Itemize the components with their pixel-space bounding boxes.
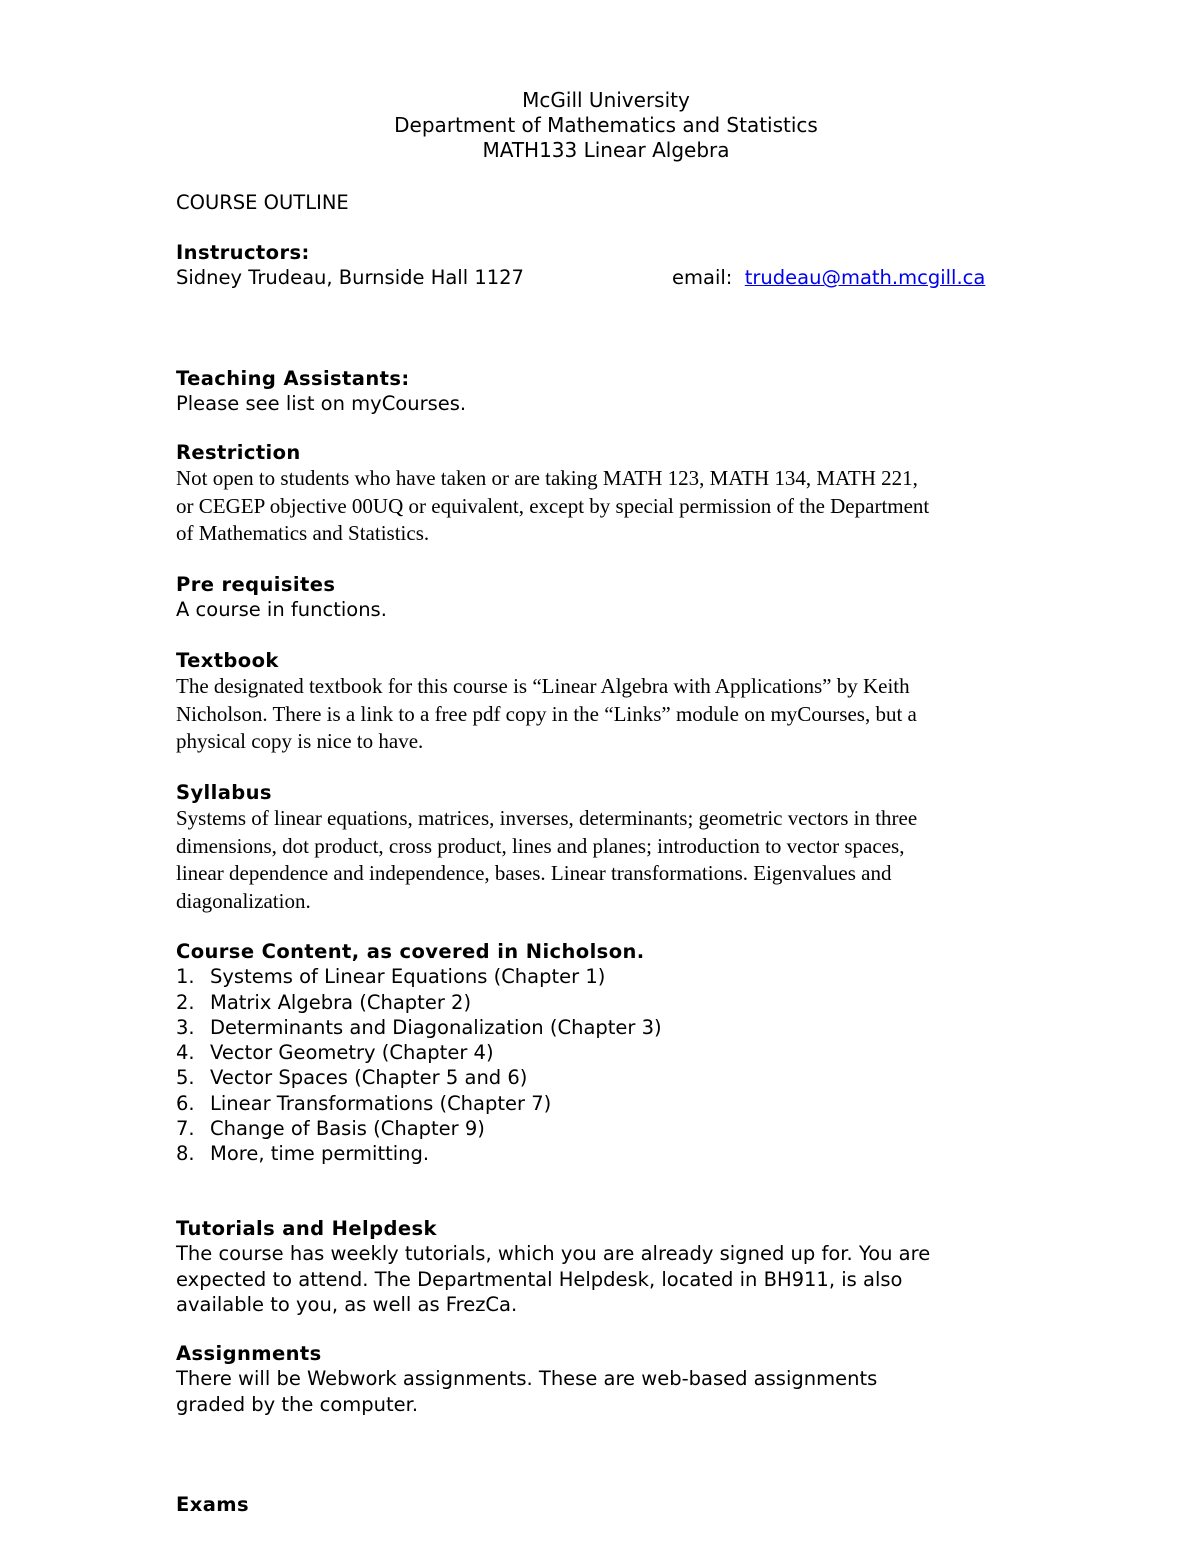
university-name: McGill University bbox=[522, 88, 690, 112]
textbook-line: physical copy is nice to have. bbox=[176, 729, 424, 754]
assignments-text bbox=[176, 1366, 1036, 1417]
list-item bbox=[176, 990, 1036, 1015]
list-item-text: Determinants and Diagonalization (Chapter 3) bbox=[210, 1015, 662, 1039]
list-item bbox=[176, 1015, 1036, 1040]
list-item-text: Vector Geometry (Chapter 4) bbox=[210, 1041, 494, 1065]
assignments-line: graded by the computer. bbox=[176, 1392, 419, 1416]
teaching-assistants-heading: Teaching Assistants: bbox=[176, 367, 410, 390]
list-item-text: Change of Basis (Chapter 9) bbox=[210, 1117, 485, 1141]
restriction-heading: Restriction bbox=[176, 441, 301, 464]
exams-heading: Exams bbox=[176, 1493, 249, 1516]
list-item-number: 1. bbox=[176, 965, 195, 989]
prerequisites-text: A course in functions. bbox=[176, 598, 387, 622]
list-item-number: 2. bbox=[176, 990, 195, 1014]
prerequisites-heading: Pre requisites bbox=[176, 573, 336, 596]
textbook-line: The designated textbook for this course is “Linear Algebra with Applications” by Keith bbox=[176, 674, 910, 699]
teaching-assistants-section bbox=[176, 366, 1036, 417]
syllabus-line: diagonalization. bbox=[176, 888, 311, 913]
department-name: Department of Mathematics and Statistics bbox=[394, 113, 818, 137]
syllabus-line: Systems of linear equations, matrices, inverses, determinants; geometric vectors in three bbox=[176, 806, 918, 831]
instructor-name-office: Sidney Trudeau, Burnside Hall 1127 bbox=[176, 266, 524, 290]
tutorials-line: available to you, as well as FrezCa. bbox=[176, 1292, 518, 1316]
document-header bbox=[176, 88, 1036, 163]
tutorials-text bbox=[176, 1241, 1036, 1317]
restriction-line: of Mathematics and Statistics. bbox=[176, 521, 430, 546]
list-item-text: Systems of Linear Equations (Chapter 1) bbox=[210, 965, 606, 989]
course-content-section bbox=[176, 939, 1036, 1167]
list-item-number: 3. bbox=[176, 1015, 195, 1039]
course-content-list bbox=[176, 964, 1036, 1166]
textbook-section bbox=[176, 648, 1036, 756]
restriction-line: Not open to students who have taken or are taking MATH 123, MATH 134, MATH 221, bbox=[176, 466, 918, 491]
restriction-text bbox=[176, 465, 1036, 548]
list-item-number: 4. bbox=[176, 1041, 195, 1065]
list-item-text: Matrix Algebra (Chapter 2) bbox=[210, 990, 472, 1014]
list-item bbox=[176, 1116, 1036, 1141]
list-item bbox=[176, 1040, 1036, 1065]
list-item-number: 5. bbox=[176, 1066, 195, 1090]
list-item bbox=[176, 1065, 1036, 1090]
outline-title: COURSE OUTLINE bbox=[176, 191, 349, 214]
email-row bbox=[672, 265, 985, 290]
syllabus-line: dimensions, dot product, cross product, lines and planes; introduction to vector spaces, bbox=[176, 833, 905, 858]
syllabus-heading: Syllabus bbox=[176, 781, 272, 804]
instructors-heading: Instructors: bbox=[176, 241, 310, 264]
list-item-number: 7. bbox=[176, 1117, 195, 1141]
list-item bbox=[176, 1141, 1036, 1166]
tutorials-line: The course has weekly tutorials, which you are already signed up for. You are bbox=[176, 1242, 931, 1266]
list-item bbox=[176, 1091, 1036, 1116]
textbook-text bbox=[176, 673, 1036, 756]
instructors-section bbox=[176, 240, 1036, 290]
restriction-section bbox=[176, 440, 1036, 548]
assignments-heading: Assignments bbox=[176, 1342, 322, 1365]
list-item-text: More, time permitting. bbox=[210, 1142, 430, 1166]
syllabus-section bbox=[176, 780, 1036, 915]
prerequisites-section bbox=[176, 572, 1036, 623]
list-item-text: Vector Spaces (Chapter 5 and 6) bbox=[210, 1066, 528, 1090]
syllabus-text bbox=[176, 805, 1036, 915]
course-title: MATH133 Linear Algebra bbox=[482, 138, 730, 162]
textbook-line: Nicholson. There is a link to a free pdf copy in the “Links” module on myCourses, but a bbox=[176, 701, 917, 726]
syllabus-line: linear dependence and independence, bases. Linear transformations. Eigenvalues and bbox=[176, 861, 892, 886]
teaching-assistants-text: Please see list on myCourses. bbox=[176, 392, 467, 416]
email-label: email: bbox=[672, 266, 733, 290]
restriction-line: or CEGEP objective 00UQ or equivalent, except by special permission of the Department bbox=[176, 493, 930, 518]
assignments-section bbox=[176, 1341, 1036, 1417]
assignments-line: There will be Webwork assignments. These are web-based assignments bbox=[176, 1367, 878, 1391]
tutorials-line: expected to attend. The Departmental Helpdesk, located in BH911, is also bbox=[176, 1267, 903, 1291]
course-content-heading: Course Content, as covered in Nicholson. bbox=[176, 940, 645, 963]
list-item bbox=[176, 964, 1036, 989]
list-item-number: 6. bbox=[176, 1091, 195, 1115]
textbook-heading: Textbook bbox=[176, 649, 279, 672]
instructor-email-link[interactable]: trudeau@math.mcgill.ca bbox=[744, 266, 986, 290]
exams-section bbox=[176, 1492, 1036, 1517]
list-item-number: 8. bbox=[176, 1142, 195, 1166]
list-item-text: Linear Transformations (Chapter 7) bbox=[210, 1091, 552, 1115]
tutorials-heading: Tutorials and Helpdesk bbox=[176, 1217, 437, 1240]
tutorials-section bbox=[176, 1216, 1036, 1317]
instructor-line bbox=[176, 265, 1036, 290]
